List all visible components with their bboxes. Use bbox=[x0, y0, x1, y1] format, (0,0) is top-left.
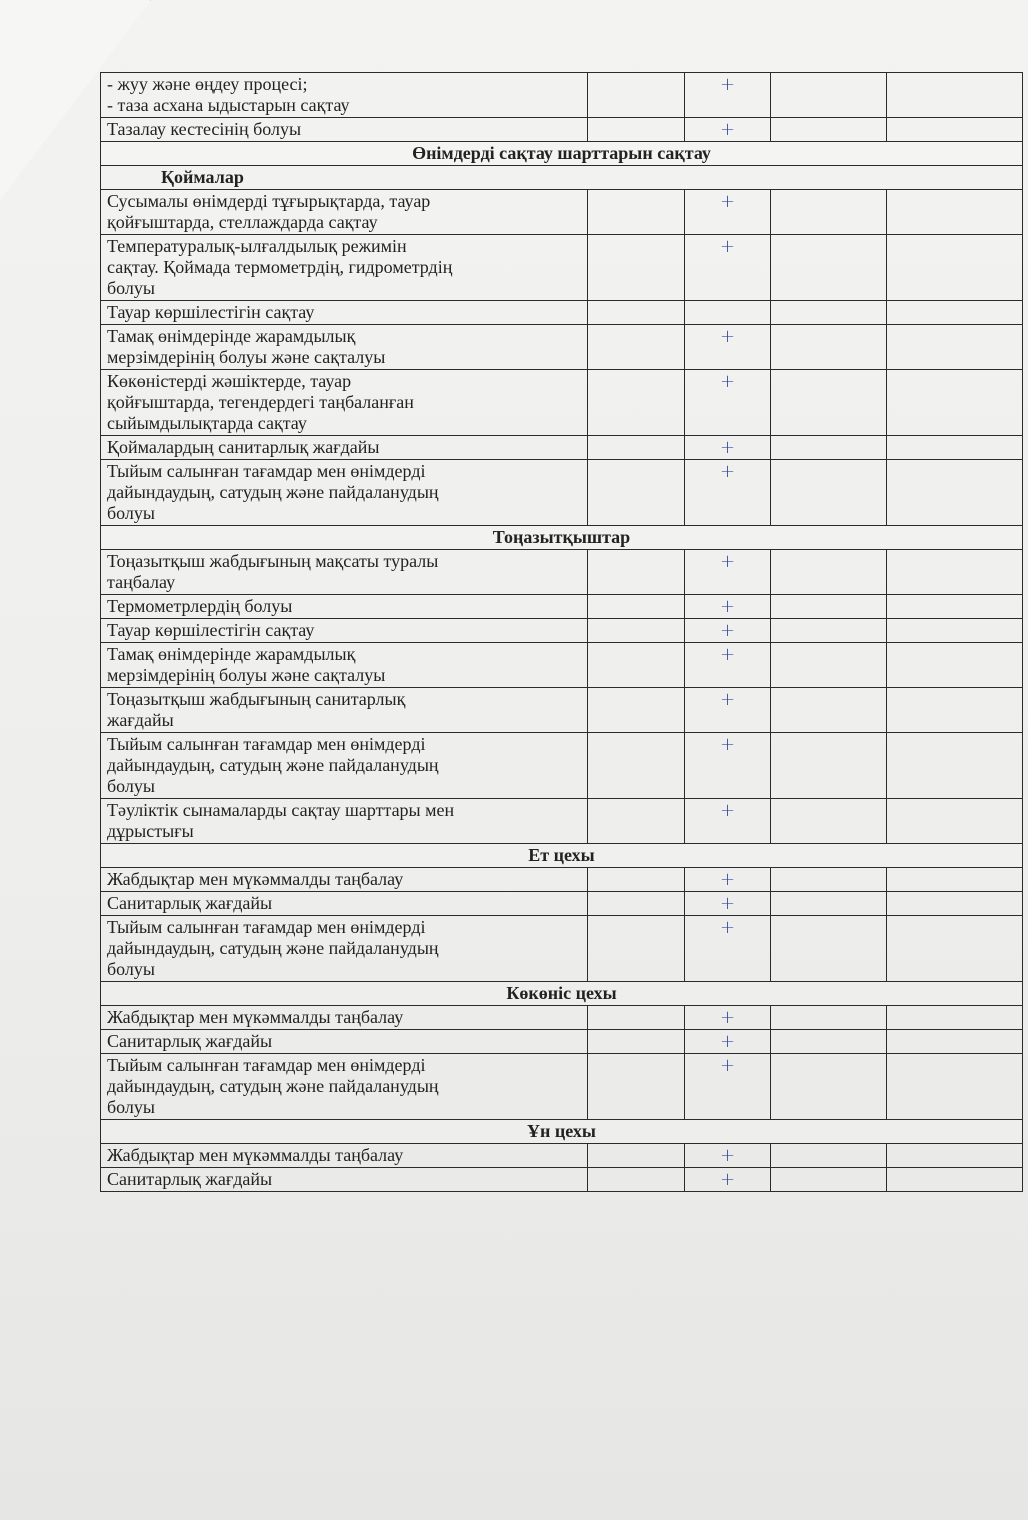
empty-cell bbox=[771, 1144, 887, 1168]
empty-cell bbox=[887, 436, 1023, 460]
empty-cell bbox=[588, 595, 685, 619]
subsection-title: Қоймалар bbox=[101, 166, 1023, 190]
criterion-cell bbox=[101, 460, 588, 526]
handwritten-mark: + bbox=[685, 118, 771, 142]
empty-cell bbox=[771, 1168, 887, 1192]
criterion-text-line: Температуралық-ылғалдылық режимін bbox=[107, 236, 407, 256]
empty-cell bbox=[771, 868, 887, 892]
empty-cell bbox=[771, 1006, 887, 1030]
checklist-row bbox=[101, 1168, 1023, 1192]
empty-cell bbox=[887, 892, 1023, 916]
empty-cell bbox=[887, 1030, 1023, 1054]
criterion-text-line: жағдайы bbox=[107, 710, 174, 730]
checklist-row bbox=[101, 460, 1023, 526]
section-title: Көкөніс цехы bbox=[101, 982, 1023, 1006]
section-title: Өнімдерді сақтау шарттарын сақтау bbox=[101, 142, 1023, 166]
section-header-row bbox=[101, 142, 1023, 166]
criterion-cell bbox=[101, 301, 588, 325]
criterion-text-line: Көкөністерді жәшіктерде, тауар bbox=[107, 371, 352, 391]
handwritten-mark: + bbox=[685, 916, 771, 982]
empty-cell bbox=[887, 550, 1023, 595]
empty-cell bbox=[771, 733, 887, 799]
handwritten-mark: + bbox=[685, 190, 771, 235]
handwritten-mark: + bbox=[685, 619, 771, 643]
criterion-text-line: сыйымдылықтарда сақтау bbox=[107, 413, 307, 433]
checklist-row bbox=[101, 595, 1023, 619]
empty-cell bbox=[588, 1144, 685, 1168]
section-title: Ет цехы bbox=[101, 844, 1023, 868]
empty-cell bbox=[588, 118, 685, 142]
checklist-row bbox=[101, 1006, 1023, 1030]
empty-cell bbox=[887, 688, 1023, 733]
checklist-row bbox=[101, 916, 1023, 982]
empty-cell bbox=[771, 688, 887, 733]
criterion-text-line: Санитарлық жағдайы bbox=[107, 1031, 273, 1051]
handwritten-mark: + bbox=[685, 1144, 771, 1168]
checklist-row bbox=[101, 436, 1023, 460]
criterion-cell bbox=[101, 1006, 588, 1030]
criterion-cell bbox=[101, 799, 588, 844]
empty-cell bbox=[887, 643, 1023, 688]
empty-cell bbox=[588, 688, 685, 733]
criterion-text-line: мерзімдерінің болуы және сақталуы bbox=[107, 665, 386, 685]
empty-cell bbox=[887, 595, 1023, 619]
criterion-cell bbox=[101, 1144, 588, 1168]
empty-cell bbox=[771, 550, 887, 595]
empty-cell bbox=[588, 1030, 685, 1054]
checklist-row bbox=[101, 619, 1023, 643]
criterion-text-line: Тәуліктік сынамаларды сақтау шарттары мен bbox=[107, 800, 455, 820]
criterion-cell bbox=[101, 733, 588, 799]
empty-cell bbox=[887, 325, 1023, 370]
checklist-row bbox=[101, 73, 1023, 118]
empty-cell bbox=[588, 325, 685, 370]
criterion-text-line: дайындаудың, сатудың және пайдаланудың bbox=[107, 938, 439, 958]
empty-cell bbox=[588, 799, 685, 844]
criterion-cell bbox=[101, 325, 588, 370]
checklist-row bbox=[101, 868, 1023, 892]
empty-cell bbox=[887, 1054, 1023, 1120]
empty-cell bbox=[588, 73, 685, 118]
checklist-row bbox=[101, 301, 1023, 325]
criterion-cell bbox=[101, 1168, 588, 1192]
criterion-cell bbox=[101, 370, 588, 436]
criterion-text-line: Термометрлердің болуы bbox=[107, 596, 293, 616]
criterion-text-line: Тоңазытқыш жабдығының санитарлық bbox=[107, 689, 406, 709]
empty-cell bbox=[771, 325, 887, 370]
empty-cell bbox=[887, 301, 1023, 325]
section-header-row bbox=[101, 526, 1023, 550]
empty-cell bbox=[887, 799, 1023, 844]
criterion-text-line: Тыйым салынған тағамдар мен өнімдерді bbox=[107, 1055, 426, 1075]
checklist-row bbox=[101, 643, 1023, 688]
criterion-text-line: қойғыштарда, стеллаждарда сақтау bbox=[107, 212, 378, 232]
empty-cell bbox=[771, 301, 887, 325]
empty-cell bbox=[771, 235, 887, 301]
criterion-text-line: Тыйым салынған тағамдар мен өнімдерді bbox=[107, 917, 426, 937]
handwritten-mark: + bbox=[685, 733, 771, 799]
handwritten-mark bbox=[685, 301, 771, 325]
section-title: Тоңазытқыштар bbox=[101, 526, 1023, 550]
empty-cell bbox=[887, 1006, 1023, 1030]
criterion-text-line: сақтау. Қоймада термометрдің, гидрометрдің bbox=[107, 257, 453, 277]
checklist-row bbox=[101, 550, 1023, 595]
empty-cell bbox=[588, 619, 685, 643]
criterion-text-line: дайындаудың, сатудың және пайдаланудың bbox=[107, 1076, 439, 1096]
criterion-text-line: болуы bbox=[107, 776, 155, 796]
criterion-cell bbox=[101, 643, 588, 688]
handwritten-mark: + bbox=[685, 688, 771, 733]
empty-cell bbox=[771, 643, 887, 688]
empty-cell bbox=[588, 1006, 685, 1030]
subsection-header-row bbox=[101, 166, 1023, 190]
criterion-text-line: дайындаудың, сатудың және пайдаланудың bbox=[107, 755, 439, 775]
empty-cell bbox=[771, 460, 887, 526]
handwritten-mark: + bbox=[685, 235, 771, 301]
empty-cell bbox=[771, 595, 887, 619]
criterion-text-line: Жабдықтар мен мүкәммалды таңбалау bbox=[107, 1145, 404, 1165]
checklist-row bbox=[101, 799, 1023, 844]
criterion-text-line: Тауар көршілестігін сақтау bbox=[107, 620, 315, 640]
section-header-row bbox=[101, 844, 1023, 868]
criterion-cell bbox=[101, 916, 588, 982]
criterion-cell bbox=[101, 595, 588, 619]
empty-cell bbox=[887, 460, 1023, 526]
criterion-text-line: қойғыштарда, тегендердегі таңбаланған bbox=[107, 392, 414, 412]
empty-cell bbox=[588, 235, 685, 301]
empty-cell bbox=[887, 619, 1023, 643]
empty-cell bbox=[588, 868, 685, 892]
empty-cell bbox=[588, 892, 685, 916]
criterion-text-line: Тамақ өнімдерінде жарамдылық bbox=[107, 326, 356, 346]
criterion-text-line: Тоңазытқыш жабдығының мақсаты туралы bbox=[107, 551, 439, 571]
criterion-text-line: Тазалау кестесінің болуы bbox=[107, 119, 302, 139]
handwritten-mark: + bbox=[685, 1168, 771, 1192]
handwritten-mark: + bbox=[685, 370, 771, 436]
criterion-cell bbox=[101, 118, 588, 142]
handwritten-mark: + bbox=[685, 1030, 771, 1054]
empty-cell bbox=[887, 916, 1023, 982]
handwritten-mark: + bbox=[685, 892, 771, 916]
empty-cell bbox=[588, 550, 685, 595]
criterion-text-line: дұрыстығы bbox=[107, 821, 194, 841]
empty-cell bbox=[771, 1030, 887, 1054]
checklist-row bbox=[101, 1144, 1023, 1168]
handwritten-mark: + bbox=[685, 799, 771, 844]
handwritten-mark: + bbox=[685, 595, 771, 619]
handwritten-mark: + bbox=[685, 550, 771, 595]
criterion-cell bbox=[101, 868, 588, 892]
criterion-cell bbox=[101, 73, 588, 118]
empty-cell bbox=[771, 370, 887, 436]
criterion-text-line: Жабдықтар мен мүкәммалды таңбалау bbox=[107, 869, 404, 889]
criterion-cell bbox=[101, 892, 588, 916]
handwritten-mark: + bbox=[685, 1054, 771, 1120]
empty-cell bbox=[588, 460, 685, 526]
criterion-cell bbox=[101, 688, 588, 733]
checklist-row bbox=[101, 733, 1023, 799]
checklist-row bbox=[101, 1030, 1023, 1054]
criterion-cell bbox=[101, 1030, 588, 1054]
criterion-text-line: болуы bbox=[107, 1097, 155, 1117]
empty-cell bbox=[887, 118, 1023, 142]
criterion-text-line: Қоймалардың санитарлық жағдайы bbox=[107, 437, 380, 457]
empty-cell bbox=[887, 235, 1023, 301]
checklist-row bbox=[101, 118, 1023, 142]
empty-cell bbox=[887, 868, 1023, 892]
checklist-row bbox=[101, 235, 1023, 301]
empty-cell bbox=[771, 73, 887, 118]
criterion-cell bbox=[101, 550, 588, 595]
criterion-text-line: - жуу және өңдеу процесі; bbox=[107, 74, 308, 94]
criterion-text-line: болуы bbox=[107, 278, 155, 298]
empty-cell bbox=[588, 190, 685, 235]
empty-cell bbox=[771, 916, 887, 982]
criterion-text-line: - таза асхана ыдыстарын сақтау bbox=[107, 95, 350, 115]
inspection-checklist-table bbox=[100, 72, 1023, 1192]
criterion-text-line: Тыйым салынған тағамдар мен өнімдерді bbox=[107, 461, 426, 481]
handwritten-mark: + bbox=[685, 436, 771, 460]
handwritten-mark: + bbox=[685, 325, 771, 370]
criterion-text-line: Жабдықтар мен мүкәммалды таңбалау bbox=[107, 1007, 404, 1027]
checklist-row bbox=[101, 1054, 1023, 1120]
empty-cell bbox=[771, 436, 887, 460]
section-header-row bbox=[101, 982, 1023, 1006]
empty-cell bbox=[771, 892, 887, 916]
criterion-text-line: болуы bbox=[107, 503, 155, 523]
checklist-body bbox=[101, 73, 1023, 1192]
empty-cell bbox=[887, 733, 1023, 799]
criterion-text-line: Санитарлық жағдайы bbox=[107, 1169, 273, 1189]
section-title: Ұн цехы bbox=[101, 1120, 1023, 1144]
criterion-text-line: Тамақ өнімдерінде жарамдылық bbox=[107, 644, 356, 664]
checklist-row bbox=[101, 325, 1023, 370]
criterion-cell bbox=[101, 1054, 588, 1120]
checklist-row bbox=[101, 892, 1023, 916]
criterion-text-line: Санитарлық жағдайы bbox=[107, 893, 273, 913]
empty-cell bbox=[887, 73, 1023, 118]
criterion-text-line: Тыйым салынған тағамдар мен өнімдерді bbox=[107, 734, 426, 754]
criterion-text-line: дайындаудың, сатудың және пайдаланудың bbox=[107, 482, 439, 502]
empty-cell bbox=[771, 799, 887, 844]
handwritten-mark: + bbox=[685, 643, 771, 688]
checklist-row bbox=[101, 190, 1023, 235]
empty-cell bbox=[771, 619, 887, 643]
handwritten-mark: + bbox=[685, 460, 771, 526]
empty-cell bbox=[771, 190, 887, 235]
empty-cell bbox=[771, 118, 887, 142]
criterion-cell bbox=[101, 436, 588, 460]
empty-cell bbox=[887, 190, 1023, 235]
empty-cell bbox=[588, 436, 685, 460]
checklist-row bbox=[101, 370, 1023, 436]
empty-cell bbox=[588, 643, 685, 688]
handwritten-mark: + bbox=[685, 1006, 771, 1030]
empty-cell bbox=[588, 1054, 685, 1120]
empty-cell bbox=[588, 916, 685, 982]
empty-cell bbox=[887, 1168, 1023, 1192]
checklist-row bbox=[101, 688, 1023, 733]
handwritten-mark: + bbox=[685, 73, 771, 118]
section-header-row bbox=[101, 1120, 1023, 1144]
criterion-cell bbox=[101, 619, 588, 643]
empty-cell bbox=[588, 301, 685, 325]
empty-cell bbox=[588, 1168, 685, 1192]
empty-cell bbox=[771, 1054, 887, 1120]
criterion-cell bbox=[101, 190, 588, 235]
criterion-cell bbox=[101, 235, 588, 301]
criterion-text-line: болуы bbox=[107, 959, 155, 979]
empty-cell bbox=[887, 370, 1023, 436]
criterion-text-line: Тауар көршілестігін сақтау bbox=[107, 302, 315, 322]
empty-cell bbox=[887, 1144, 1023, 1168]
handwritten-mark: + bbox=[685, 868, 771, 892]
criterion-text-line: таңбалау bbox=[107, 572, 176, 592]
empty-cell bbox=[588, 370, 685, 436]
criterion-text-line: мерзімдерінің болуы және сақталуы bbox=[107, 347, 386, 367]
empty-cell bbox=[588, 733, 685, 799]
criterion-text-line: Сусымалы өнімдерді тұғырықтарда, тауар bbox=[107, 191, 431, 211]
